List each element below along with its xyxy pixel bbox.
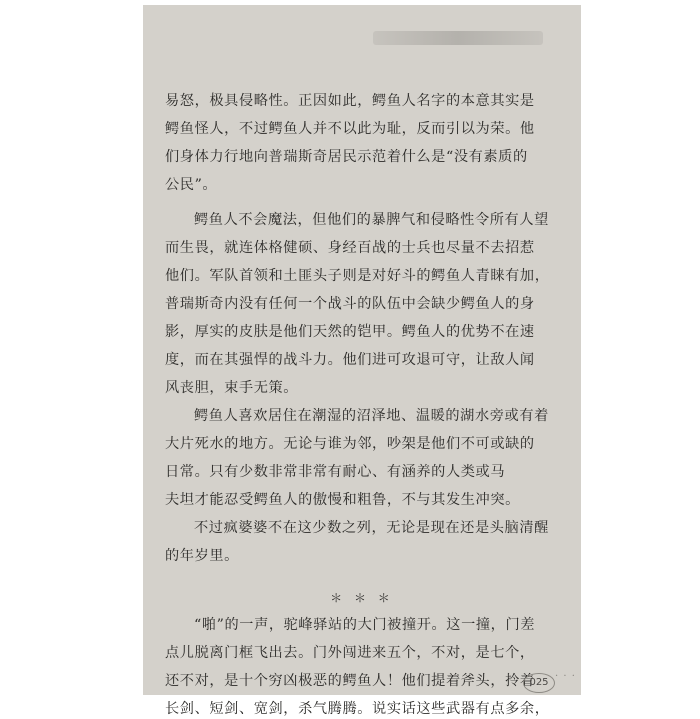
text-line: 普瑞斯奇内没有任何一个战斗的队伍中会缺少鳄鱼人的身 [165,296,535,312]
page-number: 025 [523,673,555,693]
section-separator: ＊ ＊ ＊ [330,591,394,605]
text-line: 们身体力行地向普瑞斯奇居民示范着什么是“没有素质的 [165,149,528,165]
text-line: 鳄鱼人喜欢居住在潮湿的沼泽地、温暖的湖水旁或有着 [194,408,549,424]
text-line: 鳄鱼人不会魔法，但他们的暴脾气和侵略性令所有人望 [194,212,549,228]
text-line: 鳄鱼怪人，不过鳄鱼人并不以此为耻，反而引以为荣。他 [165,121,535,137]
bleed-through-header [373,31,543,45]
text-line: 不过疯婆婆不在这少数之列，无论是现在还是头脑清醒 [194,520,549,536]
text-line: 公民”。 [165,177,218,193]
text-line: 风丧胆，束手无策。 [165,380,299,396]
text-line: 点儿脱离门框飞出去。门外闯进来五个，不对，是七个， [165,645,535,661]
text-line: 度，而在其强悍的战斗力。他们进可攻退可守，让敌人闻 [165,352,535,368]
text-line: 夫坦才能忍受鳄鱼人的傲慢和粗鲁，不与其发生冲突。 [165,492,520,508]
text-line: 他们。军队首领和土匪头子则是对好斗的鳄鱼人青睐有加， [165,268,550,284]
text-line: 易怒，极具侵略性。正因如此，鳄鱼人名字的本意其实是 [165,93,535,109]
text-line: 还不对，是十个穷凶极恶的鳄鱼人！他们提着斧头，拎着 [165,673,535,689]
text-line: 的年岁里。 [165,548,239,564]
text-line: 而生畏，就连体格健硕、身经百战的士兵也尽量不去招惹 [165,240,535,256]
text-line: 影，厚实的皮肤是他们天然的铠甲。鳄鱼人的优势不在速 [165,324,535,340]
text-line: “啪”的一声，驼峰驿站的大门被撞开。这一撞，门差 [194,617,536,633]
book-page [143,5,581,717]
decorative-dots: · · · [555,671,576,682]
text-line: 长剑、短剑、宽剑，杀气腾腾。说实话这些武器有点多余， [165,701,550,717]
text-line: 大片死水的地方。无论与谁为邻，吵架是他们不可或缺的 [165,436,535,452]
text-line: 日常。只有少数非常非常有耐心、有涵养的人类或马 [165,464,506,480]
